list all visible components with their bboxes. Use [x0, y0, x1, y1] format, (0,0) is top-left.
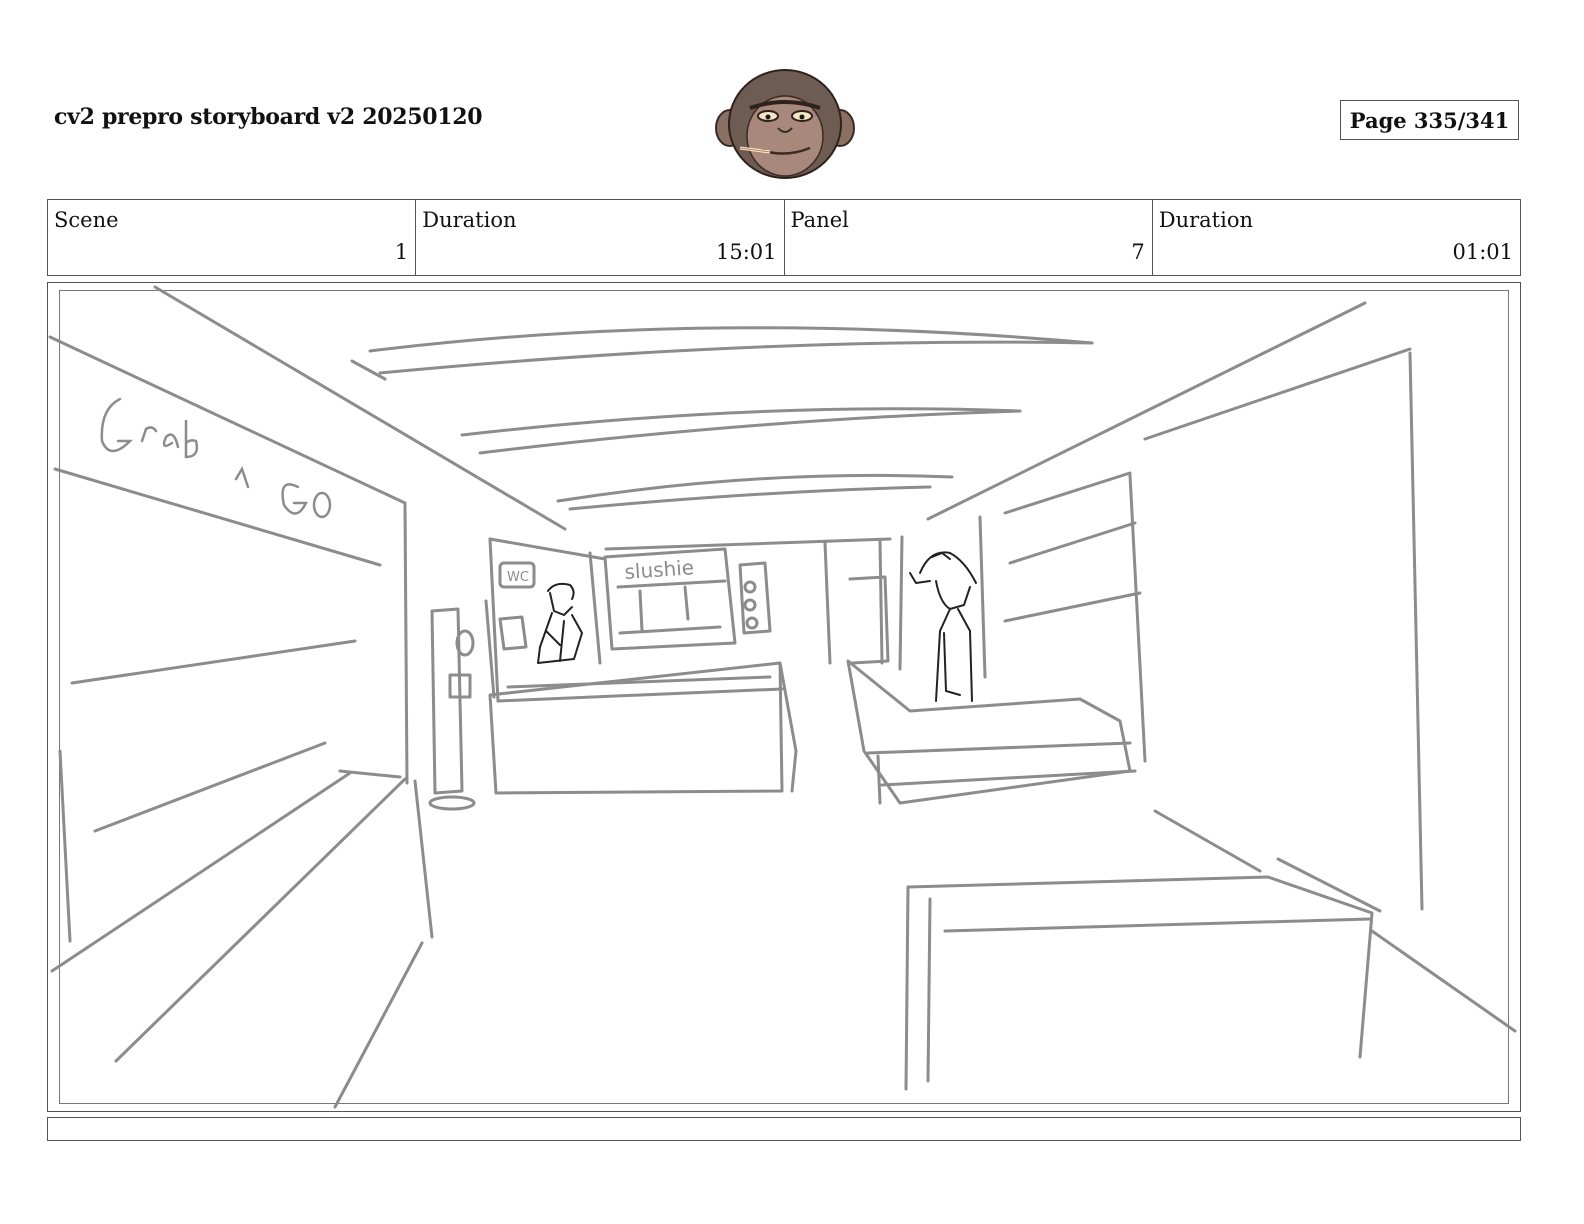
page-indicator: Page 335/341	[1340, 100, 1519, 140]
document-title: cv2 prepro storyboard v2 20250120	[54, 104, 483, 130]
caption-box	[47, 1117, 1521, 1141]
scene-duration-label: Duration	[422, 208, 517, 232]
monkey-head-logo-icon	[710, 66, 860, 182]
scene-value: 1	[394, 240, 409, 264]
shelf-sign-text: slushie	[623, 555, 695, 584]
scene-duration-value: 15:01	[715, 240, 777, 264]
panel-value: 7	[1131, 240, 1145, 264]
panel-duration-value: 01:01	[1452, 240, 1513, 264]
sketch-drawing	[60, 291, 1513, 1106]
storyboard-panel	[59, 290, 1513, 1106]
scene-cell	[48, 200, 416, 275]
panel-duration-label: Duration	[1158, 208, 1253, 232]
small-sign-text: WC	[507, 570, 529, 585]
scene-duration-cell	[416, 200, 784, 275]
panel-cell	[785, 200, 1153, 275]
info-row	[47, 199, 1521, 276]
scene-label: Scene	[54, 208, 119, 232]
panel-label: Panel	[790, 208, 849, 232]
sign-text-grab: Grab	[1510, 1105, 1513, 1106]
panel-duration-cell	[1153, 200, 1520, 275]
